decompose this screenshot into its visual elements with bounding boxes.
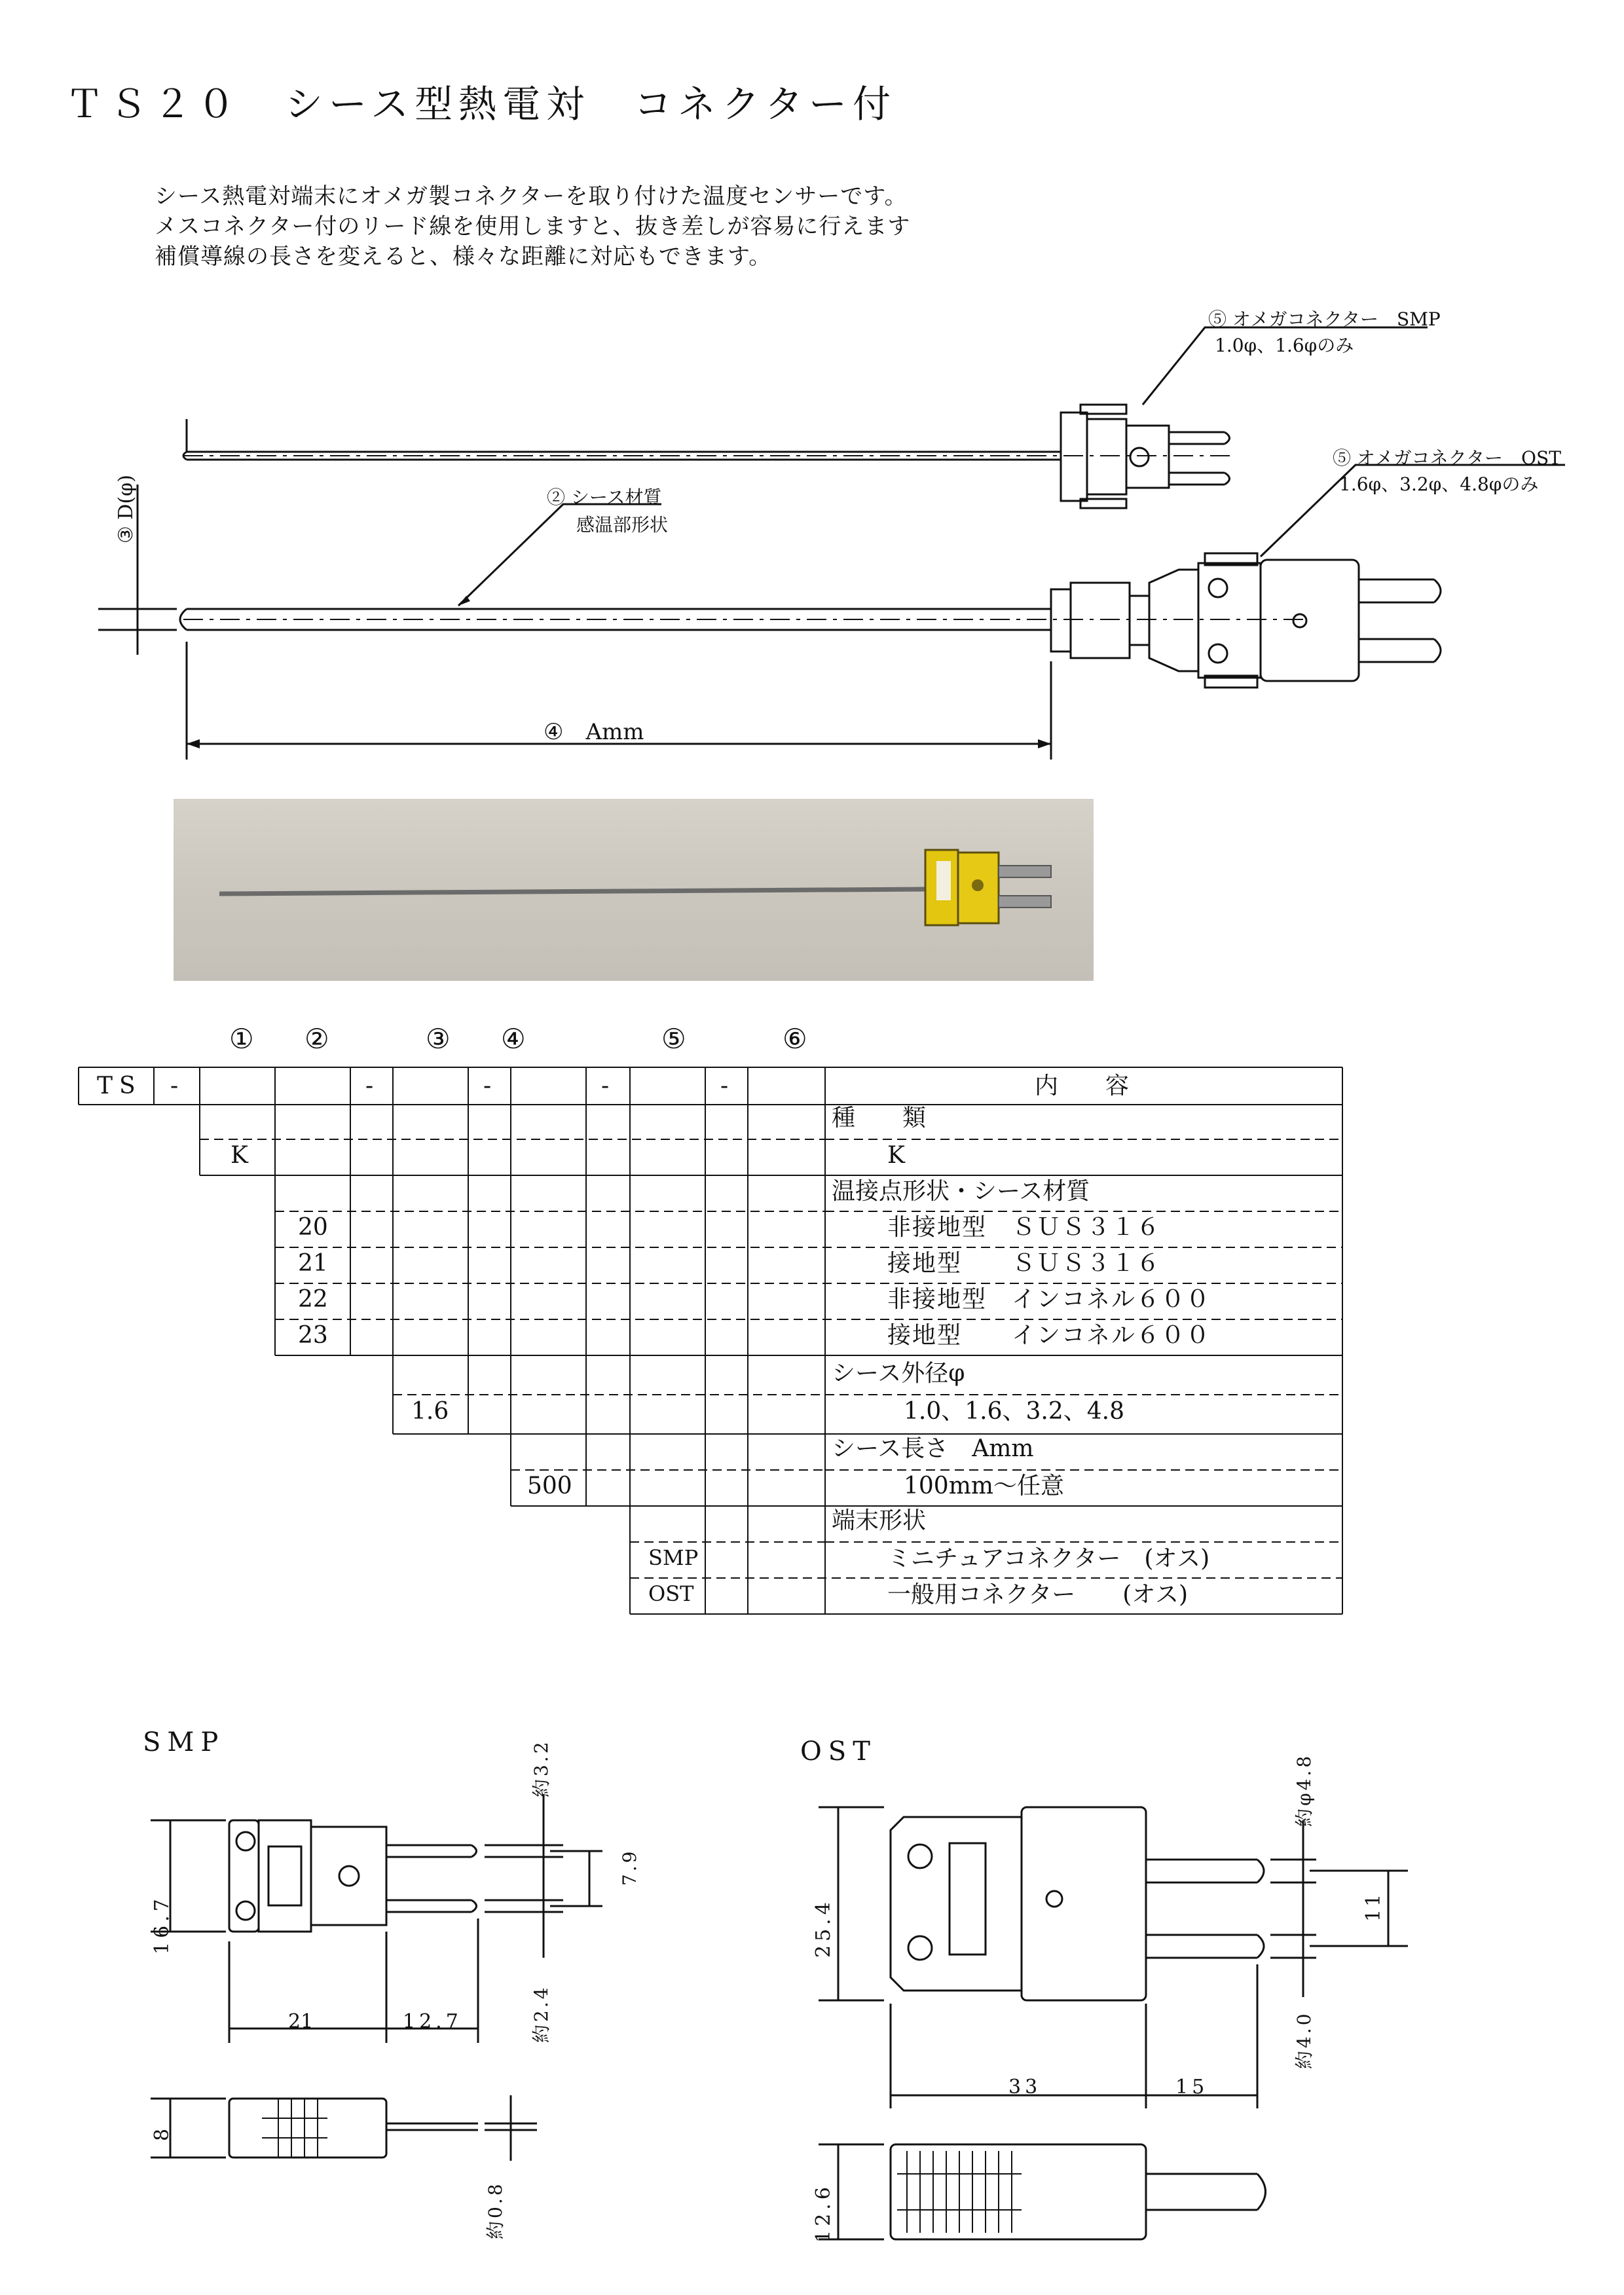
circled-2: ② [304,1023,329,1055]
circled-4: ④ [501,1023,526,1055]
smp-pin-bottom-dim: 約2.4 [530,1985,552,2043]
tip-heading: 温接点形状・シース材質 [832,1178,1090,1205]
product-photo [174,799,1094,981]
dia-code: 1.6 [411,1398,449,1425]
dash-5: - [720,1073,729,1099]
dash-4: - [601,1073,610,1099]
intro-line-3: 補償導線の長さを変えると、様々な距離に対応もできます。 [155,244,772,270]
ost-body-len-dim: 33 [1008,2076,1042,2099]
diameter-label: ③ D(φ) [115,475,138,543]
smp-pin-pitch-dim: 7.9 [619,1848,640,1886]
tip-code-23: 23 [298,1322,328,1349]
ost-pin-len-dim: 15 [1175,2076,1209,2099]
term-code-smp: SMP [648,1545,699,1570]
term-code-ost: OST [648,1581,694,1606]
smp-pin-len-dim: 12.7 [403,2010,462,2033]
ost-pin-top-dim: 約φ4.8 [1293,1753,1315,1827]
intro-line-1: シース熱電対端末にオメガ製コネクターを取り付けた温度センサーです。 [155,183,908,210]
ost-pin-bottom-dim: 約4.0 [1293,2011,1315,2069]
tip-value-23: 接地型 インコネル６００ [887,1322,1211,1349]
prefix-ts: TS [97,1073,142,1099]
type-code: K [231,1142,248,1169]
type-heading: 種 類 [832,1105,927,1131]
ost-label: OST [800,1736,877,1767]
tip-label: 感温部形状 [576,514,669,536]
photo-sensor-graphic [174,799,1094,981]
tip-code-20: 20 [298,1214,328,1241]
intro-line-2: メスコネクター付のリード線を使用しますと、抜き差しが容易に行えます [155,213,911,240]
circled-6: ⑥ [783,1023,807,1055]
circled-1: ① [229,1023,254,1055]
ost-note: 1.6φ、3.2φ、4.8φのみ [1339,473,1539,495]
ost-callout: ⑤ オメガコネクター OST [1333,447,1561,469]
len-value: 100mm～任意 [904,1473,1064,1499]
ost-dimension-drawing [786,1742,1572,2292]
circled-5: ⑤ [661,1023,686,1055]
tip-value-22: 非接地型 インコネル６００ [887,1286,1211,1313]
tip-value-21: 接地型 ＳＵＳ３１６ [887,1250,1162,1277]
dash-2: - [365,1073,374,1099]
dash-1: - [170,1073,179,1099]
ost-height-dim: 25.4 [812,1898,835,1958]
ost-pin-pitch-dim: 11 [1362,1891,1385,1922]
sheath-label: ② シース材質 [547,487,662,508]
dash-3: - [483,1073,492,1099]
ost-thickness-dim: 12.6 [812,2183,835,2243]
smp-pin-top-dim: 約3.2 [530,1739,552,1797]
term-heading: 端末形状 [832,1507,927,1534]
circled-3: ③ [426,1023,451,1055]
smp-pin-dia-dim: 約0.8 [485,2181,506,2239]
tip-code-21: 21 [298,1250,328,1277]
term-value-smp: ミニチュアコネクター (オス) [887,1545,1210,1572]
smp-thickness-dim: 8 [151,2128,174,2141]
table-header: 内 容 [1035,1073,1130,1099]
tip-code-22: 22 [298,1286,328,1313]
len-code: 500 [527,1473,572,1499]
length-label: ④ Amm [544,719,644,745]
smp-note: 1.0φ、1.6φのみ [1215,335,1354,356]
page-title: ＴＳ２０ シース型熱電対 コネクター付 [65,82,896,126]
smp-dimension-drawing [131,1742,720,2226]
dia-heading: シース外径φ [832,1360,965,1387]
smp-callout: ⑤ オメガコネクター SMP [1208,308,1441,330]
term-value-ost: 一般用コネクター (オス) [887,1581,1189,1608]
type-value: K [887,1142,905,1169]
len-heading: シース長さ Amm [832,1435,1034,1462]
smp-height-dim: 16.7 [151,1895,174,1955]
sensor-drawing [0,288,1624,773]
smp-body-len-dim: 21 [288,2010,314,2033]
tip-value-20: 非接地型 ＳＵＳ３１６ [887,1214,1162,1241]
smp-label: SMP [143,1727,225,1757]
dia-value: 1.0、1.6、3.2、4.8 [904,1398,1125,1425]
